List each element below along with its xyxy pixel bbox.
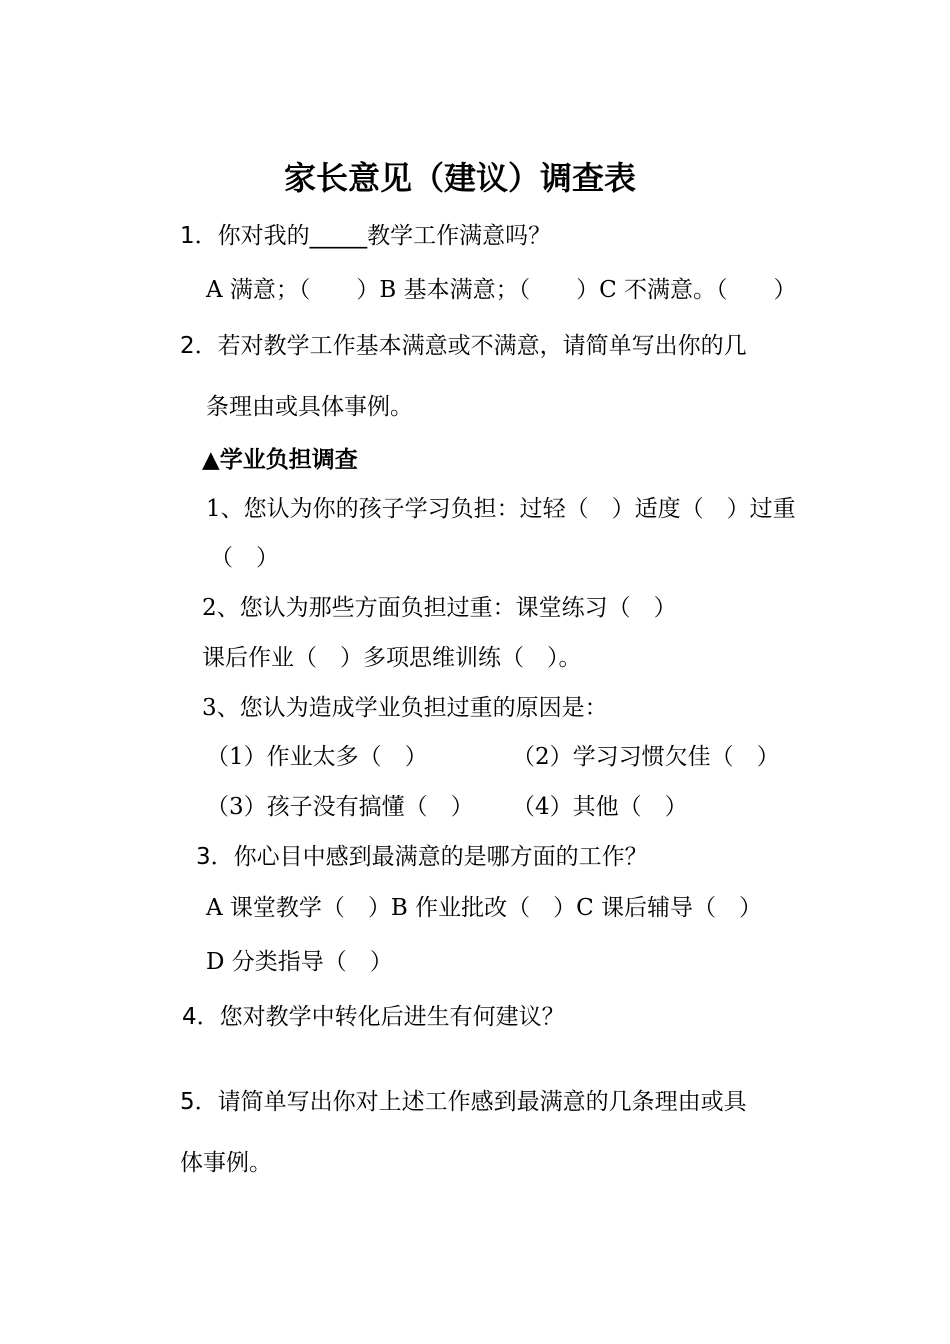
q3-options2: D 分类指导（ ） (206, 949, 393, 975)
burden-reason2: （2）学习习惯欠佳（ ） (512, 744, 780, 770)
q1-options: A 满意；（ ）B 基本满意；（ ）C 不满意。（ ） (206, 277, 797, 303)
q3-options1: A 课堂教学（ ）B 作业批改（ ）C 课后辅导（ ） (206, 895, 763, 921)
burden-item3: 3、您认为造成学业负担过重的原因是： (202, 695, 608, 721)
burden-reason3: （3）孩子没有搞懂（ ） (206, 794, 474, 820)
burden-reason4: （4）其他（ ） (512, 794, 688, 820)
burden-reason1: （1）作业太多（ ） (206, 744, 428, 770)
page-title: 家长意见（建议）调查表 (284, 159, 637, 197)
burden-item2-line1: 2、您认为那些方面负担过重：课堂练习（ ） (202, 595, 677, 621)
q5-line1: 5．请简单写出你对上述工作感到最满意的几条理由或具 (180, 1089, 747, 1115)
q3-question: 3．你心目中感到最满意的是哪方面的工作？ (196, 844, 648, 870)
q5-line2: 体事例。 (180, 1150, 272, 1176)
burden-item2-line2: 课后作业（ ）多项思维训练（ ）。 (202, 645, 582, 671)
q2-line1: 2．若对教学工作基本满意或不满意，请简单写出你的几 (180, 333, 747, 359)
q1-question: 1．你对我的_____教学工作满意吗？ (180, 223, 552, 249)
burden-item1-line1: 1、您认为你的孩子学习负担：过轻（ ）适度（ ）过重 (206, 496, 796, 522)
q2-line2: 条理由或具体事例。 (206, 394, 413, 420)
q4-question: 4．您对教学中转化后进生有何建议？ (182, 1004, 565, 1030)
burden-heading: ▲学业负担调查 (202, 447, 358, 473)
burden-item1-line2: （ ） (210, 545, 279, 571)
